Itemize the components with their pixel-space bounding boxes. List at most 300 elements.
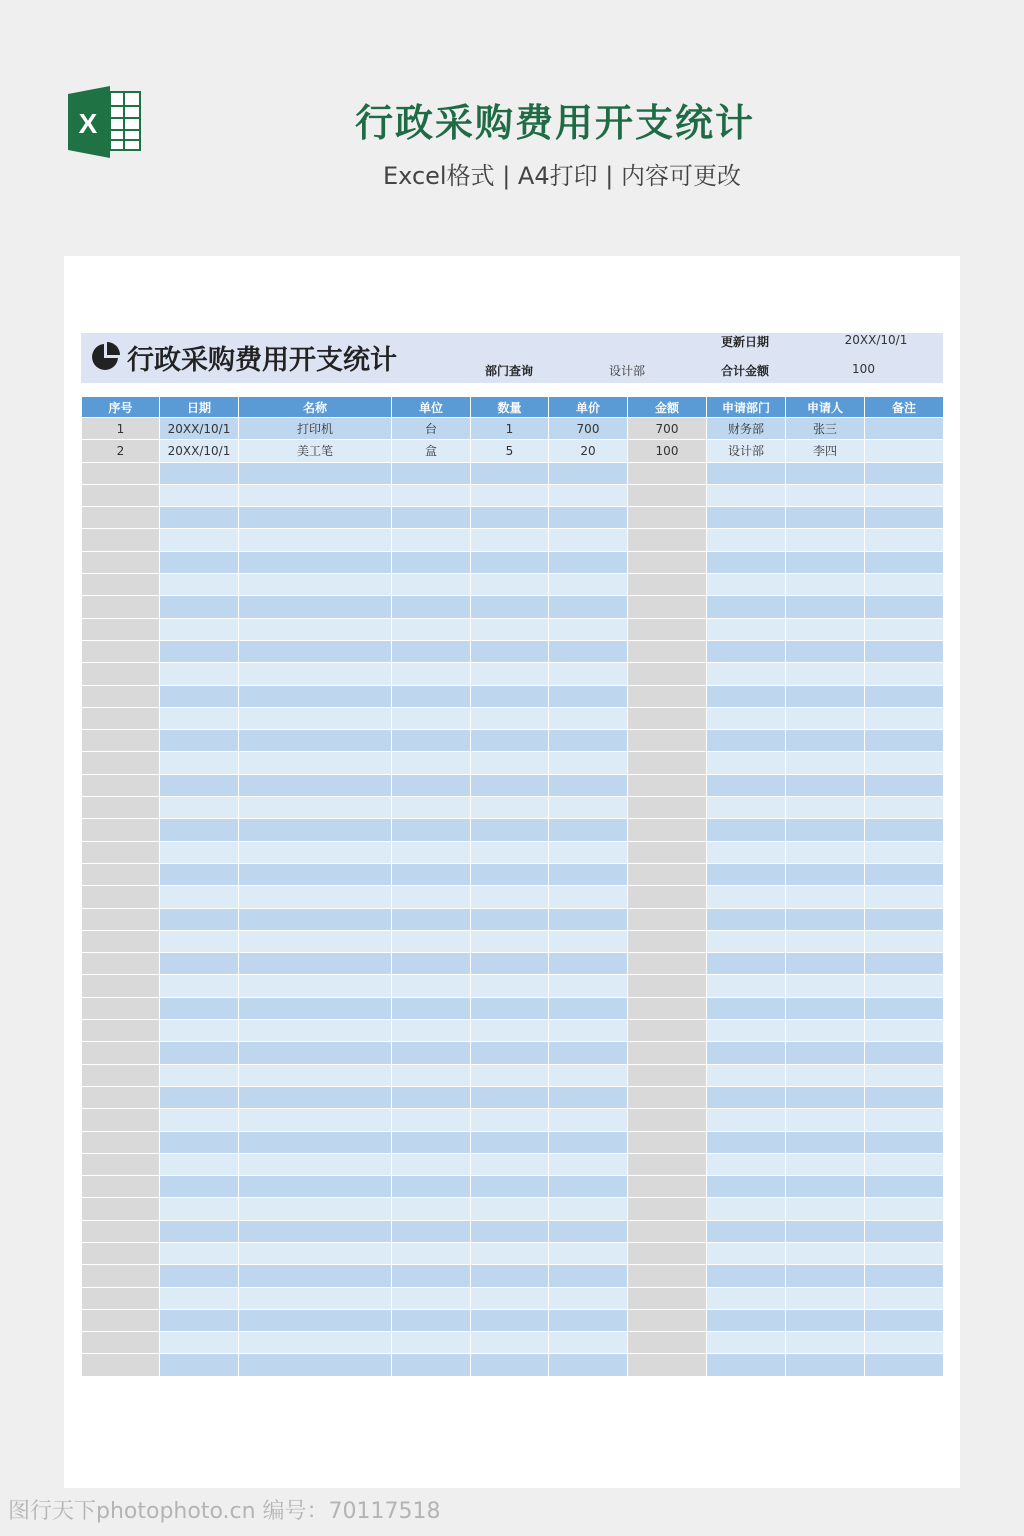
table-cell[interactable] <box>628 551 707 573</box>
table-cell[interactable] <box>392 1242 471 1264</box>
table-cell[interactable] <box>707 819 786 841</box>
table-cell[interactable] <box>786 1086 865 1108</box>
table-cell[interactable] <box>786 886 865 908</box>
table-cell[interactable] <box>160 707 239 729</box>
table-cell[interactable] <box>239 507 392 529</box>
table-cell[interactable] <box>392 1198 471 1220</box>
table-cell[interactable] <box>707 1354 786 1376</box>
table-cell[interactable] <box>549 1198 628 1220</box>
table-cell[interactable] <box>628 1042 707 1064</box>
table-cell[interactable] <box>239 1332 392 1354</box>
table-cell[interactable] <box>628 1309 707 1331</box>
table-cell[interactable] <box>865 1109 944 1131</box>
table-cell[interactable] <box>160 997 239 1019</box>
table-cell[interactable] <box>707 1153 786 1175</box>
table-cell[interactable] <box>392 618 471 640</box>
table-cell[interactable] <box>628 1131 707 1153</box>
table-cell[interactable] <box>628 618 707 640</box>
table-cell[interactable] <box>160 685 239 707</box>
table-cell[interactable] <box>82 1354 160 1376</box>
table-cell[interactable] <box>707 1309 786 1331</box>
table-cell[interactable] <box>549 1064 628 1086</box>
table-cell[interactable] <box>392 908 471 930</box>
table-cell[interactable] <box>549 640 628 662</box>
table-cell[interactable] <box>628 507 707 529</box>
table-cell[interactable] <box>865 997 944 1019</box>
table-cell[interactable] <box>471 841 549 863</box>
table-cell[interactable] <box>392 663 471 685</box>
table-cell[interactable] <box>786 863 865 885</box>
table-cell[interactable] <box>471 774 549 796</box>
table-cell[interactable] <box>82 841 160 863</box>
table-cell[interactable] <box>392 975 471 997</box>
table-cell[interactable] <box>392 1131 471 1153</box>
table-cell[interactable] <box>239 774 392 796</box>
table-cell[interactable] <box>865 618 944 640</box>
table-cell[interactable] <box>865 418 944 440</box>
table-cell[interactable] <box>82 707 160 729</box>
table-cell[interactable] <box>392 752 471 774</box>
table-cell[interactable] <box>628 953 707 975</box>
table-cell[interactable] <box>707 886 786 908</box>
table-cell[interactable] <box>471 953 549 975</box>
table-cell[interactable] <box>392 529 471 551</box>
table-cell[interactable] <box>160 930 239 952</box>
table-cell[interactable] <box>628 841 707 863</box>
table-cell[interactable] <box>392 484 471 506</box>
table-cell[interactable] <box>549 1332 628 1354</box>
table-cell[interactable] <box>707 1220 786 1242</box>
table-cell[interactable] <box>786 1354 865 1376</box>
table-cell[interactable] <box>786 507 865 529</box>
table-cell[interactable] <box>707 1198 786 1220</box>
table-cell[interactable] <box>471 863 549 885</box>
table-cell[interactable] <box>160 1265 239 1287</box>
table-cell[interactable] <box>392 1332 471 1354</box>
table-cell[interactable] <box>786 685 865 707</box>
table-cell[interactable] <box>82 1153 160 1175</box>
table-cell[interactable] <box>392 730 471 752</box>
table-cell[interactable] <box>160 484 239 506</box>
table-cell[interactable] <box>82 730 160 752</box>
table-cell[interactable] <box>160 841 239 863</box>
table-cell[interactable] <box>707 1332 786 1354</box>
table-cell[interactable] <box>628 730 707 752</box>
table-cell[interactable] <box>239 1220 392 1242</box>
table-cell[interactable] <box>82 551 160 573</box>
table-cell[interactable] <box>82 863 160 885</box>
table-cell[interactable] <box>471 997 549 1019</box>
table-cell[interactable] <box>786 1153 865 1175</box>
table-cell[interactable] <box>786 640 865 662</box>
table-cell[interactable] <box>865 1042 944 1064</box>
table-cell[interactable] <box>865 730 944 752</box>
table-cell[interactable] <box>239 685 392 707</box>
table-cell[interactable] <box>82 1265 160 1287</box>
table-cell[interactable] <box>628 863 707 885</box>
table-cell[interactable] <box>392 1153 471 1175</box>
table-cell[interactable] <box>549 752 628 774</box>
table-cell[interactable] <box>160 1354 239 1376</box>
table-cell[interactable] <box>239 640 392 662</box>
table-cell[interactable] <box>392 707 471 729</box>
table-cell[interactable] <box>392 1176 471 1198</box>
table-cell[interactable] <box>239 1242 392 1264</box>
table-cell[interactable] <box>707 1020 786 1042</box>
table-cell[interactable] <box>786 1042 865 1064</box>
table-cell[interactable] <box>239 1086 392 1108</box>
table-cell[interactable] <box>628 596 707 618</box>
table-cell[interactable] <box>239 975 392 997</box>
table-cell[interactable] <box>707 663 786 685</box>
table-cell[interactable] <box>707 596 786 618</box>
table-cell[interactable] <box>549 1086 628 1108</box>
table-cell[interactable] <box>628 685 707 707</box>
table-cell[interactable] <box>392 507 471 529</box>
table-cell[interactable] <box>239 1287 392 1309</box>
table-cell[interactable] <box>549 863 628 885</box>
table-cell[interactable] <box>392 1064 471 1086</box>
table-cell[interactable] <box>786 1176 865 1198</box>
table-cell[interactable] <box>160 1176 239 1198</box>
table-cell[interactable] <box>628 1220 707 1242</box>
table-cell[interactable] <box>707 707 786 729</box>
table-cell[interactable] <box>82 640 160 662</box>
table-cell[interactable] <box>786 529 865 551</box>
table-cell[interactable] <box>707 930 786 952</box>
table-cell[interactable] <box>471 663 549 685</box>
table-cell[interactable] <box>549 574 628 596</box>
table-cell[interactable] <box>239 551 392 573</box>
table-cell[interactable] <box>239 752 392 774</box>
table-cell[interactable] <box>239 1309 392 1331</box>
table-cell[interactable] <box>549 462 628 484</box>
table-cell[interactable] <box>392 462 471 484</box>
table-cell[interactable] <box>392 551 471 573</box>
table-cell[interactable] <box>82 618 160 640</box>
table-cell[interactable] <box>549 774 628 796</box>
table-cell[interactable] <box>239 953 392 975</box>
table-cell[interactable] <box>549 975 628 997</box>
table-cell[interactable] <box>82 1176 160 1198</box>
table-cell[interactable] <box>865 1086 944 1108</box>
table-cell[interactable] <box>549 930 628 952</box>
table-cell[interactable] <box>239 529 392 551</box>
table-cell[interactable] <box>786 663 865 685</box>
table-cell[interactable] <box>549 1309 628 1331</box>
table-cell[interactable] <box>786 618 865 640</box>
table-cell[interactable]: 1 <box>471 418 549 440</box>
table-cell[interactable] <box>160 663 239 685</box>
table-cell[interactable] <box>549 1265 628 1287</box>
table-cell[interactable] <box>549 1354 628 1376</box>
table-cell[interactable] <box>82 975 160 997</box>
table-cell[interactable]: 美工笔 <box>239 440 392 462</box>
table-cell[interactable] <box>786 797 865 819</box>
table-cell[interactable] <box>549 1109 628 1131</box>
table-cell[interactable] <box>392 797 471 819</box>
table-cell[interactable] <box>628 797 707 819</box>
table-cell[interactable] <box>239 930 392 952</box>
table-cell[interactable] <box>471 507 549 529</box>
table-cell[interactable] <box>471 752 549 774</box>
table-cell[interactable] <box>549 1242 628 1264</box>
table-cell[interactable] <box>239 797 392 819</box>
table-cell[interactable] <box>628 663 707 685</box>
table-cell[interactable] <box>549 819 628 841</box>
table-cell[interactable] <box>549 685 628 707</box>
table-cell[interactable] <box>628 462 707 484</box>
table-cell[interactable] <box>549 707 628 729</box>
table-cell[interactable] <box>628 774 707 796</box>
table-cell[interactable] <box>865 1287 944 1309</box>
table-cell[interactable] <box>160 1064 239 1086</box>
table-cell[interactable] <box>392 1220 471 1242</box>
table-cell[interactable] <box>239 1153 392 1175</box>
table-cell[interactable] <box>865 707 944 729</box>
table-cell[interactable] <box>786 1020 865 1042</box>
table-cell[interactable] <box>786 997 865 1019</box>
table-cell[interactable] <box>239 908 392 930</box>
table-cell[interactable] <box>239 730 392 752</box>
table-cell[interactable]: 2 <box>82 440 160 462</box>
table-cell[interactable] <box>160 1131 239 1153</box>
table-cell[interactable] <box>549 841 628 863</box>
table-cell[interactable] <box>628 484 707 506</box>
table-cell[interactable] <box>865 953 944 975</box>
table-cell[interactable] <box>82 596 160 618</box>
table-cell[interactable] <box>786 953 865 975</box>
table-cell[interactable] <box>707 1086 786 1108</box>
table-cell[interactable] <box>549 997 628 1019</box>
table-cell[interactable] <box>628 574 707 596</box>
table-cell[interactable] <box>628 529 707 551</box>
table-cell[interactable] <box>239 484 392 506</box>
table-cell[interactable] <box>865 1198 944 1220</box>
table-cell[interactable] <box>865 752 944 774</box>
table-cell[interactable] <box>865 841 944 863</box>
table-cell[interactable] <box>82 997 160 1019</box>
table-cell[interactable] <box>471 1220 549 1242</box>
table-cell[interactable] <box>707 774 786 796</box>
table-cell[interactable] <box>239 462 392 484</box>
table-cell[interactable] <box>239 841 392 863</box>
table-cell[interactable] <box>471 1131 549 1153</box>
table-cell[interactable] <box>160 1109 239 1131</box>
table-cell[interactable] <box>786 574 865 596</box>
table-cell[interactable] <box>471 1354 549 1376</box>
table-cell[interactable] <box>865 596 944 618</box>
table-cell[interactable] <box>707 975 786 997</box>
table-cell[interactable] <box>160 1332 239 1354</box>
dept-query-value[interactable]: 设计部 <box>608 364 645 378</box>
table-cell[interactable] <box>628 886 707 908</box>
table-cell[interactable] <box>628 908 707 930</box>
table-cell[interactable] <box>239 1354 392 1376</box>
table-cell[interactable] <box>239 1042 392 1064</box>
table-cell[interactable] <box>160 529 239 551</box>
table-cell[interactable] <box>160 730 239 752</box>
table-cell[interactable]: 盒 <box>392 440 471 462</box>
table-cell[interactable] <box>82 819 160 841</box>
table-cell[interactable] <box>471 462 549 484</box>
table-cell[interactable] <box>160 886 239 908</box>
table-cell[interactable] <box>865 930 944 952</box>
table-cell[interactable] <box>707 529 786 551</box>
table-cell[interactable] <box>392 1309 471 1331</box>
table-cell[interactable] <box>82 507 160 529</box>
table-cell[interactable] <box>160 863 239 885</box>
table-cell[interactable] <box>82 1332 160 1354</box>
table-cell[interactable] <box>865 1131 944 1153</box>
table-cell[interactable] <box>160 975 239 997</box>
table-cell[interactable] <box>471 1086 549 1108</box>
table-cell[interactable] <box>239 618 392 640</box>
table-cell[interactable] <box>471 1198 549 1220</box>
table-cell[interactable] <box>160 1198 239 1220</box>
table-cell[interactable] <box>392 863 471 885</box>
table-cell[interactable] <box>160 1309 239 1331</box>
table-cell[interactable] <box>549 507 628 529</box>
table-cell[interactable] <box>82 1220 160 1242</box>
table-cell[interactable] <box>239 819 392 841</box>
table-cell[interactable] <box>160 618 239 640</box>
table-cell[interactable]: 20XX/10/1 <box>160 418 239 440</box>
table-cell[interactable] <box>707 685 786 707</box>
table-cell[interactable]: 台 <box>392 418 471 440</box>
table-cell[interactable] <box>471 1242 549 1264</box>
table-cell[interactable] <box>865 1265 944 1287</box>
table-cell[interactable] <box>392 1287 471 1309</box>
table-cell[interactable] <box>786 484 865 506</box>
table-cell[interactable] <box>392 1265 471 1287</box>
table-cell[interactable] <box>82 1309 160 1331</box>
table-cell[interactable] <box>707 908 786 930</box>
table-cell[interactable] <box>628 1020 707 1042</box>
table-cell[interactable] <box>471 484 549 506</box>
table-cell[interactable] <box>471 596 549 618</box>
table-cell[interactable] <box>82 1064 160 1086</box>
table-cell[interactable] <box>392 886 471 908</box>
table-cell[interactable] <box>786 819 865 841</box>
table-cell[interactable] <box>865 819 944 841</box>
table-cell[interactable] <box>239 707 392 729</box>
table-cell[interactable]: 李四 <box>786 440 865 462</box>
table-cell[interactable] <box>628 819 707 841</box>
table-cell[interactable] <box>82 1287 160 1309</box>
table-cell[interactable] <box>628 752 707 774</box>
table-cell[interactable] <box>160 462 239 484</box>
table-cell[interactable] <box>549 1176 628 1198</box>
table-cell[interactable] <box>786 1332 865 1354</box>
table-cell[interactable] <box>471 819 549 841</box>
table-cell[interactable] <box>471 1020 549 1042</box>
table-cell[interactable] <box>239 574 392 596</box>
table-cell[interactable] <box>392 1086 471 1108</box>
table-cell[interactable] <box>707 1109 786 1131</box>
table-cell[interactable] <box>549 551 628 573</box>
table-cell[interactable] <box>160 953 239 975</box>
table-cell[interactable] <box>628 975 707 997</box>
table-cell[interactable] <box>786 752 865 774</box>
table-cell[interactable] <box>82 752 160 774</box>
table-cell[interactable] <box>549 618 628 640</box>
table-cell[interactable] <box>82 484 160 506</box>
table-cell[interactable] <box>549 1287 628 1309</box>
table-cell[interactable] <box>707 863 786 885</box>
table-cell[interactable] <box>628 1198 707 1220</box>
table-cell[interactable] <box>471 1309 549 1331</box>
table-cell[interactable] <box>160 1153 239 1175</box>
table-cell[interactable] <box>786 1131 865 1153</box>
table-cell[interactable] <box>82 1198 160 1220</box>
table-cell[interactable] <box>707 841 786 863</box>
table-cell[interactable] <box>239 1176 392 1198</box>
table-cell[interactable] <box>160 640 239 662</box>
table-cell[interactable] <box>471 1064 549 1086</box>
table-cell[interactable] <box>628 1265 707 1287</box>
table-cell[interactable]: 张三 <box>786 418 865 440</box>
table-cell[interactable] <box>707 752 786 774</box>
table-cell[interactable] <box>471 640 549 662</box>
table-cell[interactable] <box>160 507 239 529</box>
table-cell[interactable] <box>392 1354 471 1376</box>
table-cell[interactable] <box>471 886 549 908</box>
table-cell[interactable] <box>471 1265 549 1287</box>
table-cell[interactable] <box>160 797 239 819</box>
table-cell[interactable]: 20 <box>549 440 628 462</box>
table-cell[interactable] <box>865 1354 944 1376</box>
table-cell[interactable] <box>82 1042 160 1064</box>
table-cell[interactable] <box>160 774 239 796</box>
table-cell[interactable] <box>707 1131 786 1153</box>
table-cell[interactable] <box>707 551 786 573</box>
table-cell[interactable] <box>865 1176 944 1198</box>
table-cell[interactable] <box>471 908 549 930</box>
table-cell[interactable] <box>865 685 944 707</box>
table-cell[interactable] <box>628 1109 707 1131</box>
table-cell[interactable] <box>471 1176 549 1198</box>
table-cell[interactable] <box>865 863 944 885</box>
table-cell[interactable] <box>392 1042 471 1064</box>
table-cell[interactable] <box>392 997 471 1019</box>
table-cell[interactable] <box>549 886 628 908</box>
table-cell[interactable] <box>549 1020 628 1042</box>
table-cell[interactable] <box>239 1198 392 1220</box>
table-cell[interactable] <box>707 484 786 506</box>
table-cell[interactable] <box>82 953 160 975</box>
update-date-value[interactable]: 20XX/10/1 <box>844 333 908 347</box>
table-cell[interactable] <box>865 774 944 796</box>
table-cell[interactable] <box>786 1309 865 1331</box>
table-cell[interactable] <box>865 886 944 908</box>
table-cell[interactable] <box>549 1220 628 1242</box>
table-cell[interactable] <box>865 1153 944 1175</box>
table-cell[interactable] <box>82 1242 160 1264</box>
table-cell[interactable] <box>865 1020 944 1042</box>
table-cell[interactable] <box>392 1109 471 1131</box>
table-cell[interactable] <box>786 774 865 796</box>
table-cell[interactable] <box>628 640 707 662</box>
table-cell[interactable] <box>160 596 239 618</box>
table-cell[interactable] <box>628 930 707 952</box>
table-cell[interactable] <box>865 1242 944 1264</box>
table-cell[interactable] <box>471 975 549 997</box>
table-cell[interactable] <box>786 908 865 930</box>
table-cell[interactable] <box>549 1042 628 1064</box>
table-cell[interactable] <box>392 930 471 952</box>
table-cell[interactable] <box>786 707 865 729</box>
